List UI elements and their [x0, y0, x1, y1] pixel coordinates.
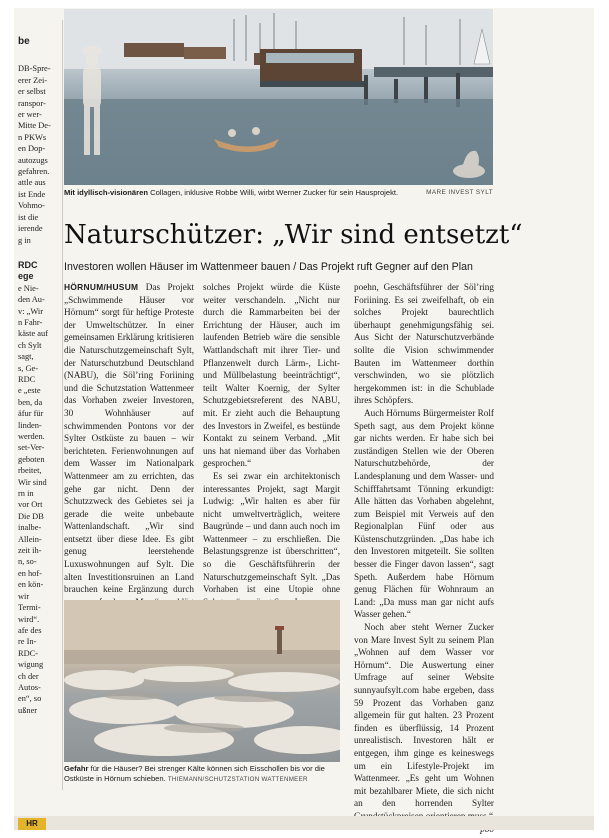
ice-floes-illustration: [64, 600, 340, 762]
left-column-subheading-2: ege: [18, 271, 34, 282]
left-column-line: n, so-: [18, 557, 37, 567]
article-kicker: HÖRNUM/HUSUM: [64, 282, 139, 292]
left-column-line: inalbe-: [18, 523, 42, 533]
left-column-line: en hof-: [18, 568, 42, 578]
left-column-line: wir: [18, 591, 30, 601]
left-column-line: käste auf: [18, 329, 48, 339]
left-column-line: er selbst: [18, 87, 46, 97]
left-column-line: en“, so: [18, 694, 42, 704]
left-column-line: gefahren.: [18, 167, 50, 177]
left-column-line: n Fahr-: [18, 317, 43, 327]
left-column-line: äfur für: [18, 409, 44, 419]
left-column-line: werden.: [18, 432, 45, 441]
col3-p3-text: Noch aber steht Werner Zucker von Mare Invest Sylt zu seinem Plan „Wohnen auf dem Wasser vor Hörnum“. Die Auswertung einer Umfrage auf seiner Website sunnyaufsylt.com habe ergeben, dass 59 Prozent das Vorhaben ganz allgemein für gut halten. 23 Prozent finden es überflüssig, 14 Prozent unrealistisch. Investoren hält er entgegen, ihm ginge es keineswegs um ein Lifestyle-Projekt im Wattenmeer. „Es geht um Wohnen mit bezahlbarer Miete, die sich nicht an den horrenden Sylter: [354, 622, 494, 809]
left-column-subheading-1: RDC: [18, 259, 38, 270]
article-col2-paragraph-2: Es sei zwar ein architektonisch interessantes Projekt, sagt Margit Ludwig: „Wir halten es aber für nicht umweltverträglich, weitere Baugründe – und dann auch noch im Wattenmeer – zu erschließen. Die Belastungsgrenze ist überschritten“, so die Geschäftsführerin der Naturschutzgemeinschaft Sylt. „Das Vorhaben ist eine Utopie ohne: [203, 470, 340, 595]
left-column-bottom-lines: [18, 283, 60, 716]
bottom-photo-caption: [64, 764, 340, 786]
left-column-line: ußner: [18, 705, 38, 715]
left-column-line: ist die: [18, 212, 39, 222]
left-column-line: Mitte De-: [18, 121, 51, 131]
page-footer-bar: [14, 816, 594, 830]
article-col3-paragraph-1: poehn, Geschäftsführer der Söl’ring Foriining. Es sei zweifelhaft, ob ein solches Projekt baurechtlich überhaupt genehmigungsfähig sei. Aus Sicht der Naturschutzverbände sollte die Vision schwimmender Bauten im Wattenmeer dorthin verschwinden, wo sie plötzlich hergekommen ist: in die Schublade ihres Schöpfers.: [354, 282, 494, 406]
top-photo-credit: MARE INVEST SYLT: [426, 189, 493, 196]
left-column-line: e „este: [18, 386, 41, 396]
top-photo-collage: [64, 9, 493, 185]
left-column-line: e Nie-: [18, 283, 39, 293]
left-column-line: set-Ver-: [18, 443, 45, 453]
left-column-line: s, Ge-: [18, 363, 39, 373]
left-column-line: Vohmo-: [18, 201, 45, 211]
top-caption-text: Collagen, inklusive Robbe Willi, wirbt Werner Zucker für sein Hausprojekt.: [147, 188, 399, 197]
left-column-top-lines: [18, 63, 60, 246]
left-column-line: geboten: [18, 454, 45, 464]
left-column-line: Autos-: [18, 682, 41, 692]
top-caption-bold: Mit idyllisch-visionären: [64, 188, 148, 197]
left-column-line: wird“.: [18, 614, 40, 624]
left-column-line: en kön-: [18, 580, 44, 590]
left-column-line: ist Ende: [18, 189, 46, 199]
left-column-line: en Dop-: [18, 144, 46, 154]
article-column-1: [64, 281, 194, 634]
col1-p1-text: Das Projekt „Schwimmende Häuser vor Hörnum“ sorgt für heftige Proteste der Umweltschützer. In einer gemeinsamen Erklärung kritisieren die Naturschutzgemeinschaft Sylt, der Naturschutzbund Deutschland (NABU), die Söl’ring Foriining und die Schutzstation Wattenmeer das Vorhaben zweier Investoren, 30 Wohnhäuser auf schwimmenden Pontons vor der Sylter Ostküste zu bauen – wir berichteten. Ferienwohnungen auf dem Wasser im Nationalpark Wattenmeer am zu errichten, das gehe gar nicht. Denn der Schutzzweck des Gebietes sei ja gerade die weite unbebaute Wattenlandschaft. „Wir sind entsetzt über diese Idee. Es gibt genug leerstehende Luxuswohnungen auf Sylt. Die alten Investitionsruinen an Land brauchen keine Ergänzung durch: [64, 282, 194, 595]
left-column-line: vor Ort: [18, 500, 43, 510]
left-column-line: zeit ih-: [18, 546, 42, 556]
left-column-line: DB-Spre-: [18, 64, 51, 74]
left-column-line: ben, da: [18, 397, 43, 407]
article-col2-paragraph-1: solches Projekt würde die Küste weiter verschandeln. „Nicht nur durch die Rammarbeiten bei der Errichtung der Häuser, auch im laufenden Betrieb wäre die sensible Wattlandschaft mit ihrer Tier- und Pflanzenwelt durch Lärm-, Licht- und Müllbelastung beeinträchtigt“, teilt Walter Koernig, der Sylter Schutzgebietsreferent des NABU, mit. Er zieht auch die Behauptung des Investors in Zweifel, es bestünde Kontakt zu seinem Verband. „Mit uns hat niemand über das Vorhaben gesprochen.“: [203, 282, 340, 469]
article-column-2: [203, 281, 340, 608]
left-column-heading: be: [18, 36, 30, 47]
article-col3-paragraph-3: [354, 621, 494, 823]
left-column-line: ranspor-: [18, 98, 46, 108]
lighthouse: [277, 628, 282, 654]
footer-logo: HR: [18, 818, 46, 830]
left-column-line: attle aus: [18, 178, 46, 188]
left-column-line: RDC: [18, 374, 36, 384]
left-column-line: den Au-: [18, 295, 45, 305]
left-column-line: ierende: [18, 224, 43, 234]
left-column-line: Allein-: [18, 534, 42, 544]
left-column-line: rn in: [18, 489, 34, 499]
left-column-line: ch der: [18, 671, 39, 681]
left-column-line: Wir sind: [18, 477, 47, 487]
article-subheadline: Investoren wollen Häuser im Wattenmeer bauen / Das Projekt ruft Gegner auf den Plan: [64, 261, 473, 273]
bottom-caption-text: für die Häuser? Bei strenger Kälte können sich Eisschollen bis vor die Ostküste in Hörnum schieben.: [64, 764, 325, 784]
left-column-line: autozugs: [18, 155, 48, 165]
left-column-line: g in: [18, 235, 31, 245]
left-column-line: afe des: [18, 625, 42, 635]
article-headline: Naturschützer: „Wir sind entsetzt“: [64, 220, 523, 250]
column-divider: [62, 20, 63, 790]
left-column-line: RDC-: [18, 648, 39, 658]
left-column-line: ch Sylt: [18, 340, 42, 350]
left-column-line: linden-: [18, 420, 42, 430]
article-col1-paragraph: [64, 281, 194, 634]
left-column-line: sagt,: [18, 352, 34, 362]
article-col3-paragraph-2: Auch Hörnums Bürgermeister Rolf Speth sagt, aus dem Projekt könne gar nichts werden. Er habe sich bei zuständigen Stellen wie der Oberen Naturschutzbehörde, der Landesplanung und dem Wasser- und Schifffahrtsamt Tönning erkundigt: Alle hätten das Vorhaben abgelehnt, zum Beispiel mit Verweis auf den Regionalplan Fünf oder aus Küstenschutzgründen. „Das habe ich den Investoren mitgeteilt. Sie sollten besser die Finger davon lassen“, sagt Speth. Außerdem habe Hörnum genug Flächen für Wohnraum an Land: „Da muss man gar nicht aufs Wasser gehen.“: [354, 407, 494, 620]
left-clipped-column: [18, 36, 60, 806]
left-column-line: n PKWs: [18, 132, 47, 142]
left-column-line: re In-: [18, 637, 37, 647]
ice-floes-photo: [64, 600, 340, 762]
bottom-caption-bold: Gefahr: [64, 764, 89, 773]
left-column-line: erer Zei-: [18, 75, 48, 85]
left-column-line: rbeitet,: [18, 466, 42, 476]
article-column-3: [354, 281, 494, 835]
left-column-line: Termi-: [18, 603, 41, 613]
top-photo-caption: [64, 186, 493, 200]
bottom-photo-credit: THIEMANN/SCHUTZSTATION WATTENMEER: [167, 776, 308, 784]
left-column-line: Die DB: [18, 511, 44, 521]
harbor-collage-illustration: [64, 9, 493, 185]
left-column-line: er wer-: [18, 110, 42, 120]
left-column-line: v: „Wir: [18, 306, 44, 316]
left-column-line: wigung: [18, 660, 44, 670]
